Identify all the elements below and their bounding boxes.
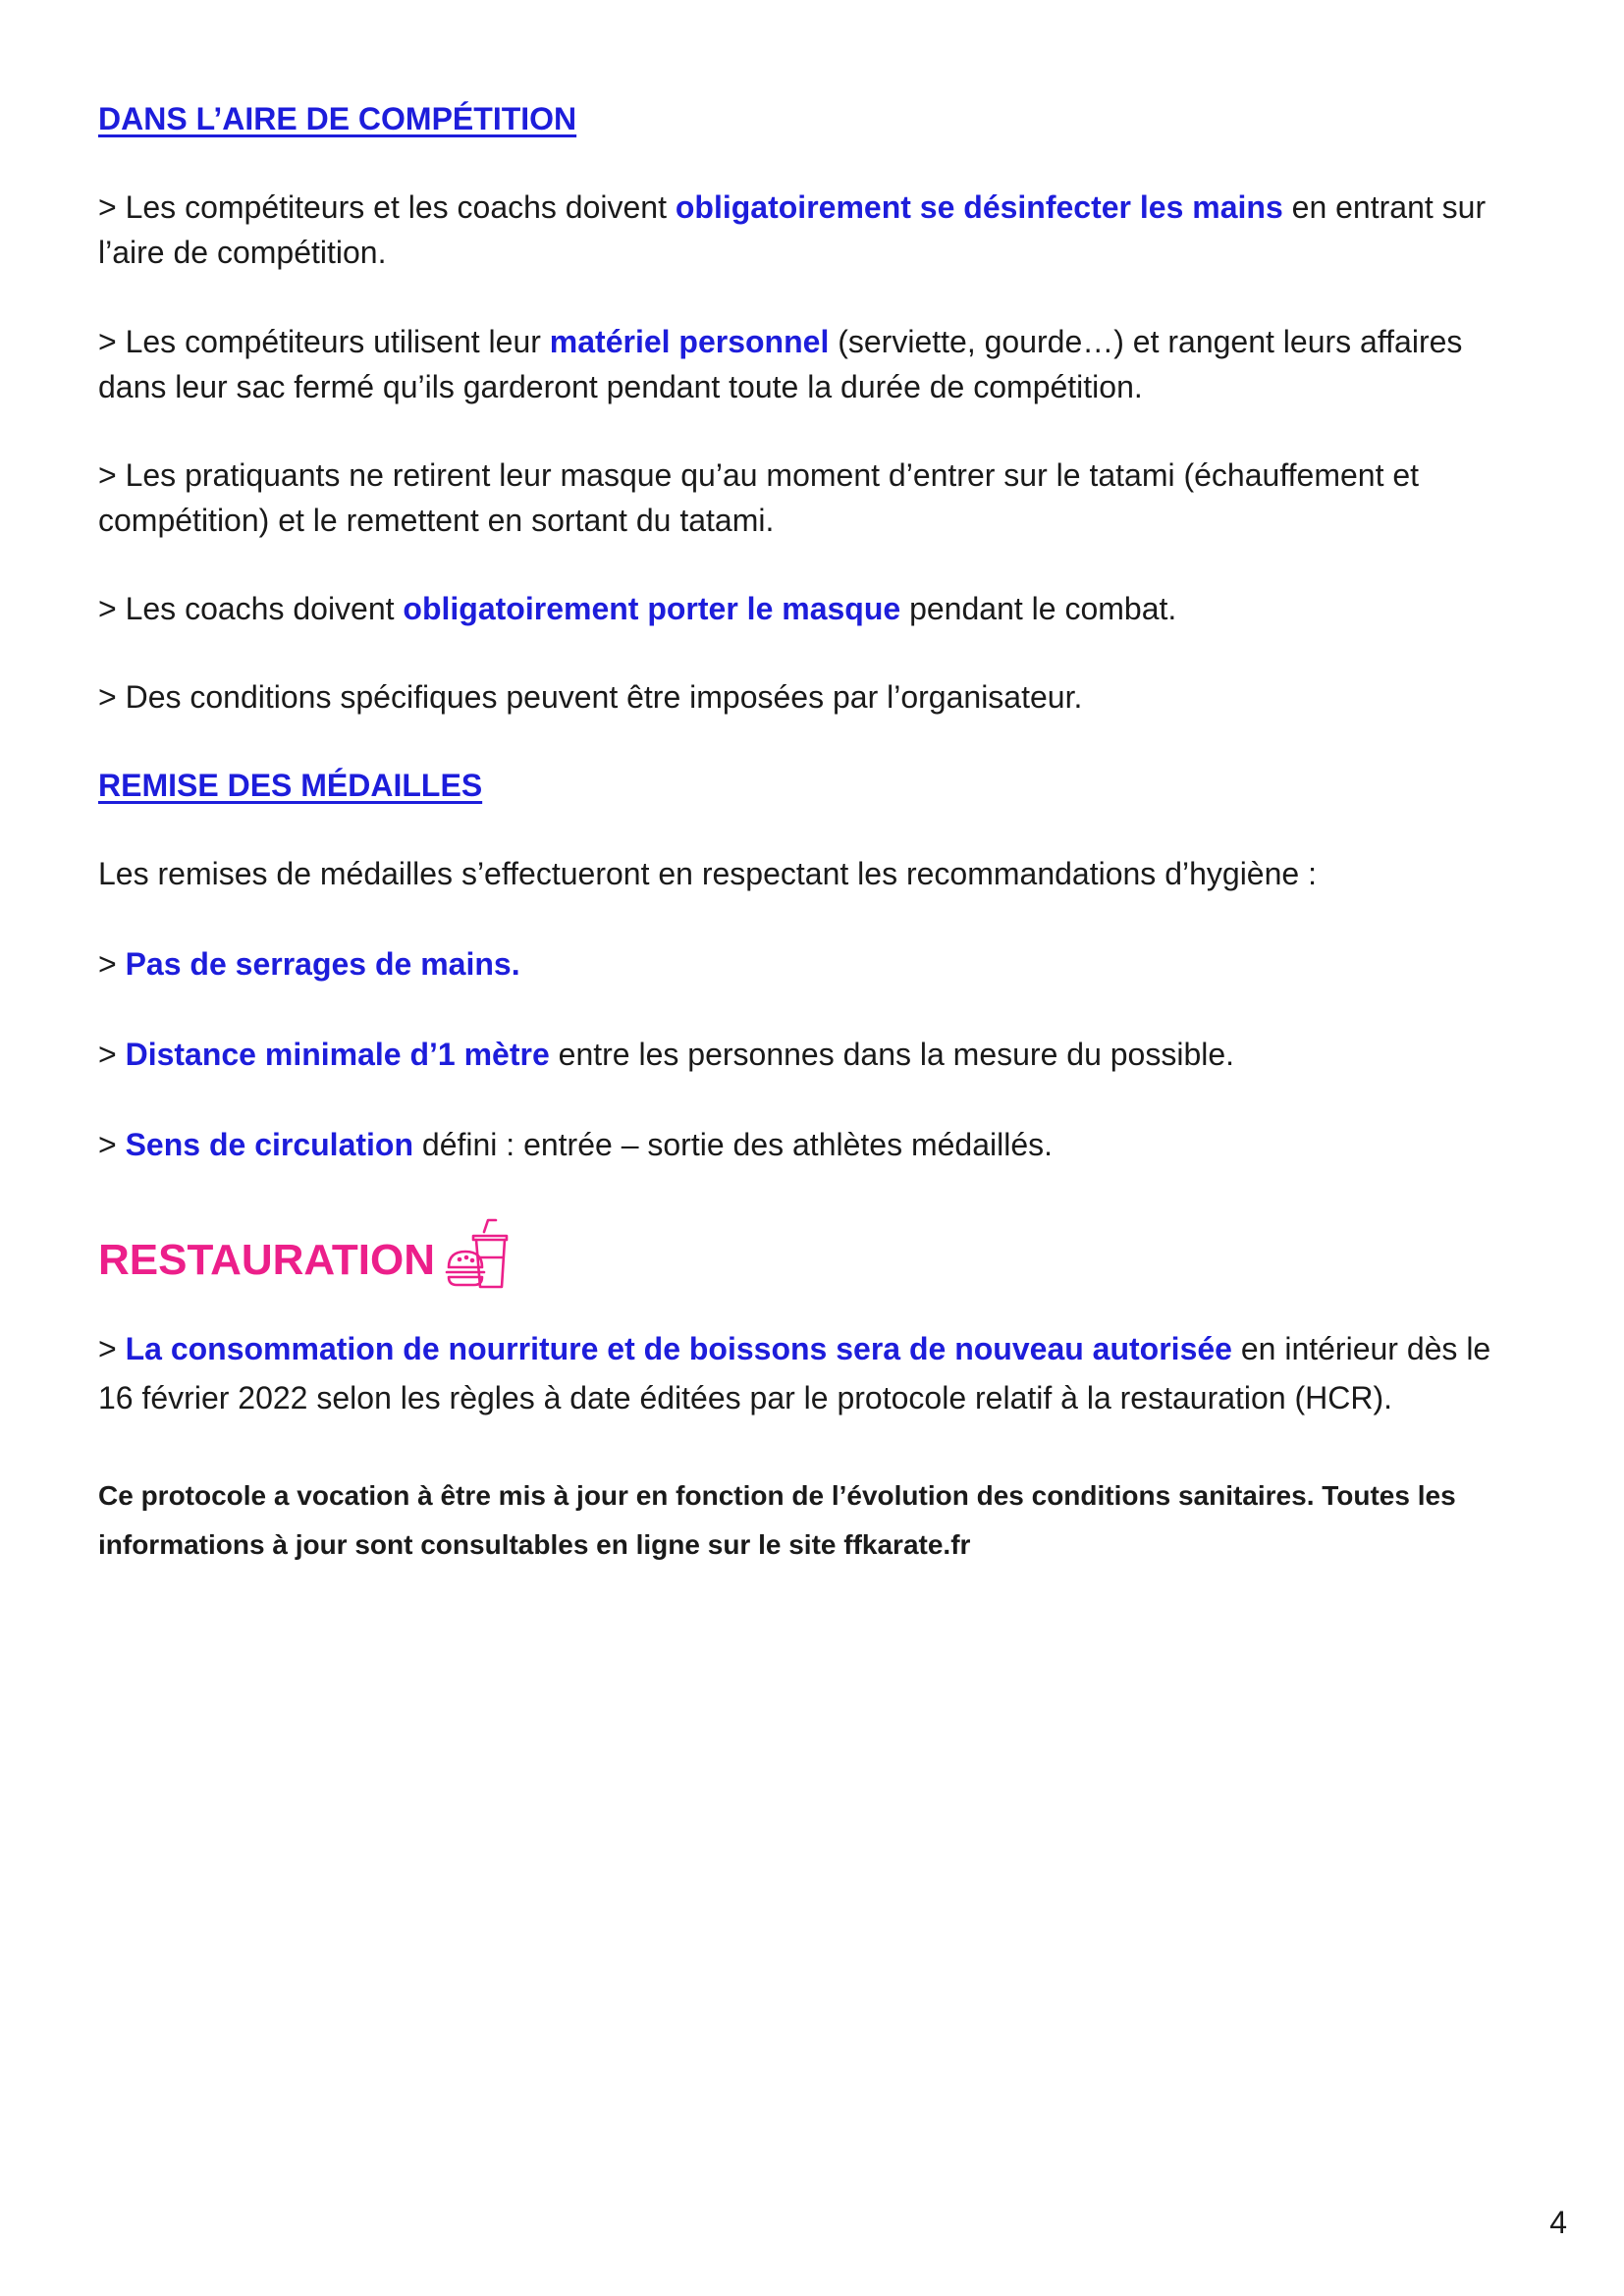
highlight-text: Distance minimale d’1 mètre xyxy=(125,1037,550,1072)
competition-item-1: > Les compétiteurs et les coachs doivent obligatoirement se désinfecter les mains en entrant sur l’aire de compétition. xyxy=(98,189,1487,270)
competition-item-3: > Les pratiquants ne retirent leur masque qu’au moment d’entrer sur le tatami (échauffement et compétition) et le remettent en sortant du tatami. xyxy=(98,457,1420,538)
medals-item-2: > Distance minimale d’1 mètre entre les personnes dans la mesure du possible. xyxy=(98,1037,1235,1072)
section-heading-medals: REMISE DES MÉDAILLES xyxy=(98,768,483,803)
food-drink-icon xyxy=(441,1218,514,1291)
page-number: 4 xyxy=(1549,2205,1567,2240)
highlight-text: obligatoirement se désinfecter les mains xyxy=(675,189,1283,225)
section-heading-restauration: RESTAURATION xyxy=(98,1230,1534,1291)
restauration-item-1: > La consommation de nourriture et de boissons sera de nouveau autorisée en intérieur dès le 16 février 2022 selon les règles à date éditées par le protocole relatif à la restauration (HCR). xyxy=(98,1331,1491,1415)
competition-item-5: > Des conditions spécifiques peuvent être imposées par l’organisateur. xyxy=(98,679,1083,715)
competition-item-2: > Les compétiteurs utilisent leur matériel personnel (serviette, gourde…) et rangent leurs affaires dans leur sac fermé qu’ils garderont pendant toute la durée de compétition. xyxy=(98,324,1463,404)
section-heading-competition: DANS L’AIRE DE COMPÉTITION xyxy=(98,101,577,136)
highlight-text: La consommation de nourriture et de boissons sera de nouveau autorisée xyxy=(125,1331,1232,1366)
footer-note: Ce protocole a vocation à être mis à jour en fonction de l’évolution des conditions sanitaires. Toutes les informations à jour sont consultables en ligne sur le site ffkarate.fr xyxy=(98,1480,1456,1560)
medals-item-1: > Pas de serrages de mains. xyxy=(98,946,520,982)
document-page xyxy=(98,98,1534,1570)
medals-item-3: > Sens de circulation défini : entrée – sortie des athlètes médaillés. xyxy=(98,1127,1054,1162)
highlight-text: matériel personnel xyxy=(549,324,830,359)
highlight-text: Pas de serrages de mains. xyxy=(125,946,520,982)
highlight-text: Sens de circulation xyxy=(125,1127,413,1162)
medals-intro: Les remises de médailles s’effectueront en respectant les recommandations d’hygiène : xyxy=(98,856,1317,891)
competition-item-4: > Les coachs doivent obligatoirement porter le masque pendant le combat. xyxy=(98,591,1177,626)
highlight-text: obligatoirement porter le masque xyxy=(403,591,901,626)
